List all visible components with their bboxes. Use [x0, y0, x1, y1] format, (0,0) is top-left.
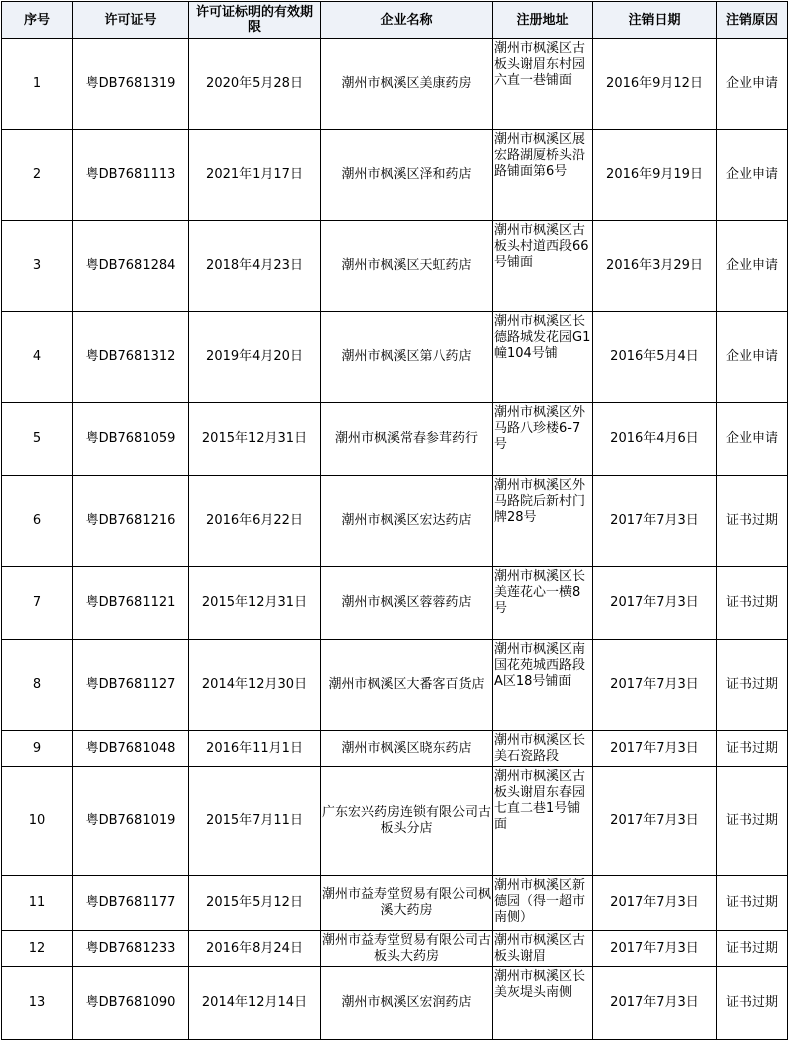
revocation-table: [1, 1, 788, 1040]
cell-company: 潮州市枫溪区美康药房: [321, 39, 493, 130]
cell-company: 潮州市枫溪区宏润药店: [321, 967, 493, 1040]
cell-no: 4: [2, 312, 73, 403]
cell-cancel-date: 2016年9月12日: [593, 39, 717, 130]
cell-valid: 2016年8月24日: [189, 931, 321, 967]
cell-license: 粤DB7681177: [73, 876, 189, 931]
cell-license: 粤DB7681113: [73, 130, 189, 221]
cell-address: 潮州市枫溪区长美莲花心一横8号: [493, 567, 593, 640]
col-header-valid: 许可证标明的有效期限: [189, 2, 321, 39]
col-header-license: 许可证号: [73, 2, 189, 39]
cell-company: 潮州市枫溪区宏达药店: [321, 476, 493, 567]
cell-reason: 证书过期: [717, 876, 788, 931]
cell-company: 潮州市枫溪区天虹药店: [321, 221, 493, 312]
col-header-reason: 注销原因: [717, 2, 788, 39]
cell-cancel-date: 2017年7月3日: [593, 567, 717, 640]
cell-license: 粤DB7681090: [73, 967, 189, 1040]
col-header-no: 序号: [2, 2, 73, 39]
cell-no: 3: [2, 221, 73, 312]
table-row: [2, 403, 788, 476]
cell-valid: 2015年5月12日: [189, 876, 321, 931]
cell-reason: 证书过期: [717, 967, 788, 1040]
cell-valid: 2019年4月20日: [189, 312, 321, 403]
cell-address: 潮州市枫溪区古板头村道西段66号铺面: [493, 221, 593, 312]
cell-reason: 证书过期: [717, 767, 788, 876]
cell-no: 5: [2, 403, 73, 476]
cell-address: 潮州市枫溪区长美石瓷路段: [493, 731, 593, 767]
table-row: [2, 221, 788, 312]
cell-no: 13: [2, 967, 73, 1040]
table-row: [2, 567, 788, 640]
cell-company: 潮州市枫溪区晓东药店: [321, 731, 493, 767]
table-row: [2, 130, 788, 221]
cell-license: 粤DB7681059: [73, 403, 189, 476]
table-row: [2, 731, 788, 767]
table-row: [2, 767, 788, 876]
cell-reason: 证书过期: [717, 640, 788, 731]
col-header-cancel-date: 注销日期: [593, 2, 717, 39]
cell-cancel-date: 2016年5月4日: [593, 312, 717, 403]
cell-reason: 证书过期: [717, 731, 788, 767]
cell-no: 2: [2, 130, 73, 221]
table-row: [2, 931, 788, 967]
cell-no: 1: [2, 39, 73, 130]
cell-license: 粤DB7681216: [73, 476, 189, 567]
table-row: [2, 876, 788, 931]
cell-cancel-date: 2017年7月3日: [593, 931, 717, 967]
cell-valid: 2015年7月11日: [189, 767, 321, 876]
cell-valid: 2020年5月28日: [189, 39, 321, 130]
table-row: [2, 476, 788, 567]
cell-company: 潮州市枫溪区蓉蓉药店: [321, 567, 493, 640]
table-row: [2, 312, 788, 403]
cell-address: 潮州市枫溪区新德园（得一超市南侧）: [493, 876, 593, 931]
cell-valid: 2021年1月17日: [189, 130, 321, 221]
table-row: [2, 39, 788, 130]
col-header-company: 企业名称: [321, 2, 493, 39]
cell-cancel-date: 2017年7月3日: [593, 476, 717, 567]
cell-address: 潮州市枫溪区南国花苑城西路段A区18号铺面: [493, 640, 593, 731]
cell-valid: 2016年11月1日: [189, 731, 321, 767]
cell-reason: 证书过期: [717, 567, 788, 640]
cell-address: 潮州市枫溪区长美灰堤头南侧: [493, 967, 593, 1040]
cell-no: 6: [2, 476, 73, 567]
cell-company: 潮州市枫溪常春参茸药行: [321, 403, 493, 476]
table-row: [2, 640, 788, 731]
cell-license: 粤DB7681048: [73, 731, 189, 767]
cell-valid: 2015年12月31日: [189, 567, 321, 640]
header-row: [2, 2, 788, 39]
cell-no: 11: [2, 876, 73, 931]
cell-reason: 证书过期: [717, 476, 788, 567]
cell-license: 粤DB7681233: [73, 931, 189, 967]
cell-license: 粤DB7681312: [73, 312, 189, 403]
cell-cancel-date: 2017年7月3日: [593, 876, 717, 931]
cell-address: 潮州市枫溪区展宏路湖厦桥头沿路铺面第6号: [493, 130, 593, 221]
cell-no: 7: [2, 567, 73, 640]
cell-cancel-date: 2017年7月3日: [593, 731, 717, 767]
cell-no: 10: [2, 767, 73, 876]
cell-reason: 企业申请: [717, 130, 788, 221]
cell-address: 潮州市枫溪区古板头谢眉东春园七直二巷1号铺面: [493, 767, 593, 876]
cell-reason: 企业申请: [717, 221, 788, 312]
cell-valid: 2014年12月30日: [189, 640, 321, 731]
cell-no: 8: [2, 640, 73, 731]
cell-address: 潮州市枫溪区长德路城发花园G1幢104号铺: [493, 312, 593, 403]
cell-address: 潮州市枫溪区外马路八珍楼6-7号: [493, 403, 593, 476]
cell-valid: 2014年12月14日: [189, 967, 321, 1040]
cell-company: 潮州市益寿堂贸易有限公司枫溪大药房: [321, 876, 493, 931]
cell-valid: 2015年12月31日: [189, 403, 321, 476]
cell-cancel-date: 2017年7月3日: [593, 640, 717, 731]
cell-reason: 企业申请: [717, 39, 788, 130]
col-header-address: 注册地址: [493, 2, 593, 39]
cell-company: 潮州市枫溪区泽和药店: [321, 130, 493, 221]
cell-valid: 2016年6月22日: [189, 476, 321, 567]
cell-address: 潮州市枫溪区外马路院后新村门牌28号: [493, 476, 593, 567]
cell-license: 粤DB7681019: [73, 767, 189, 876]
cell-license: 粤DB7681284: [73, 221, 189, 312]
cell-reason: 证书过期: [717, 931, 788, 967]
cell-no: 12: [2, 931, 73, 967]
cell-license: 粤DB7681319: [73, 39, 189, 130]
cell-license: 粤DB7681127: [73, 640, 189, 731]
cell-company: 潮州市益寿堂贸易有限公司古板头大药房: [321, 931, 493, 967]
cell-reason: 企业申请: [717, 403, 788, 476]
cell-reason: 企业申请: [717, 312, 788, 403]
cell-cancel-date: 2016年9月19日: [593, 130, 717, 221]
cell-cancel-date: 2016年3月29日: [593, 221, 717, 312]
cell-no: 9: [2, 731, 73, 767]
cell-company: 潮州市枫溪区第八药店: [321, 312, 493, 403]
cell-address: 潮州市枫溪区古板头谢眉: [493, 931, 593, 967]
cell-cancel-date: 2017年7月3日: [593, 967, 717, 1040]
cell-address: 潮州市枫溪区古板头谢眉东村园六直一巷铺面: [493, 39, 593, 130]
table-row: [2, 967, 788, 1040]
cell-cancel-date: 2017年7月3日: [593, 767, 717, 876]
cell-valid: 2018年4月23日: [189, 221, 321, 312]
cell-company: 潮州市枫溪区大番客百货店: [321, 640, 493, 731]
cell-company: 广东宏兴药房连锁有限公司古板头分店: [321, 767, 493, 876]
cell-cancel-date: 2016年4月6日: [593, 403, 717, 476]
cell-license: 粤DB7681121: [73, 567, 189, 640]
